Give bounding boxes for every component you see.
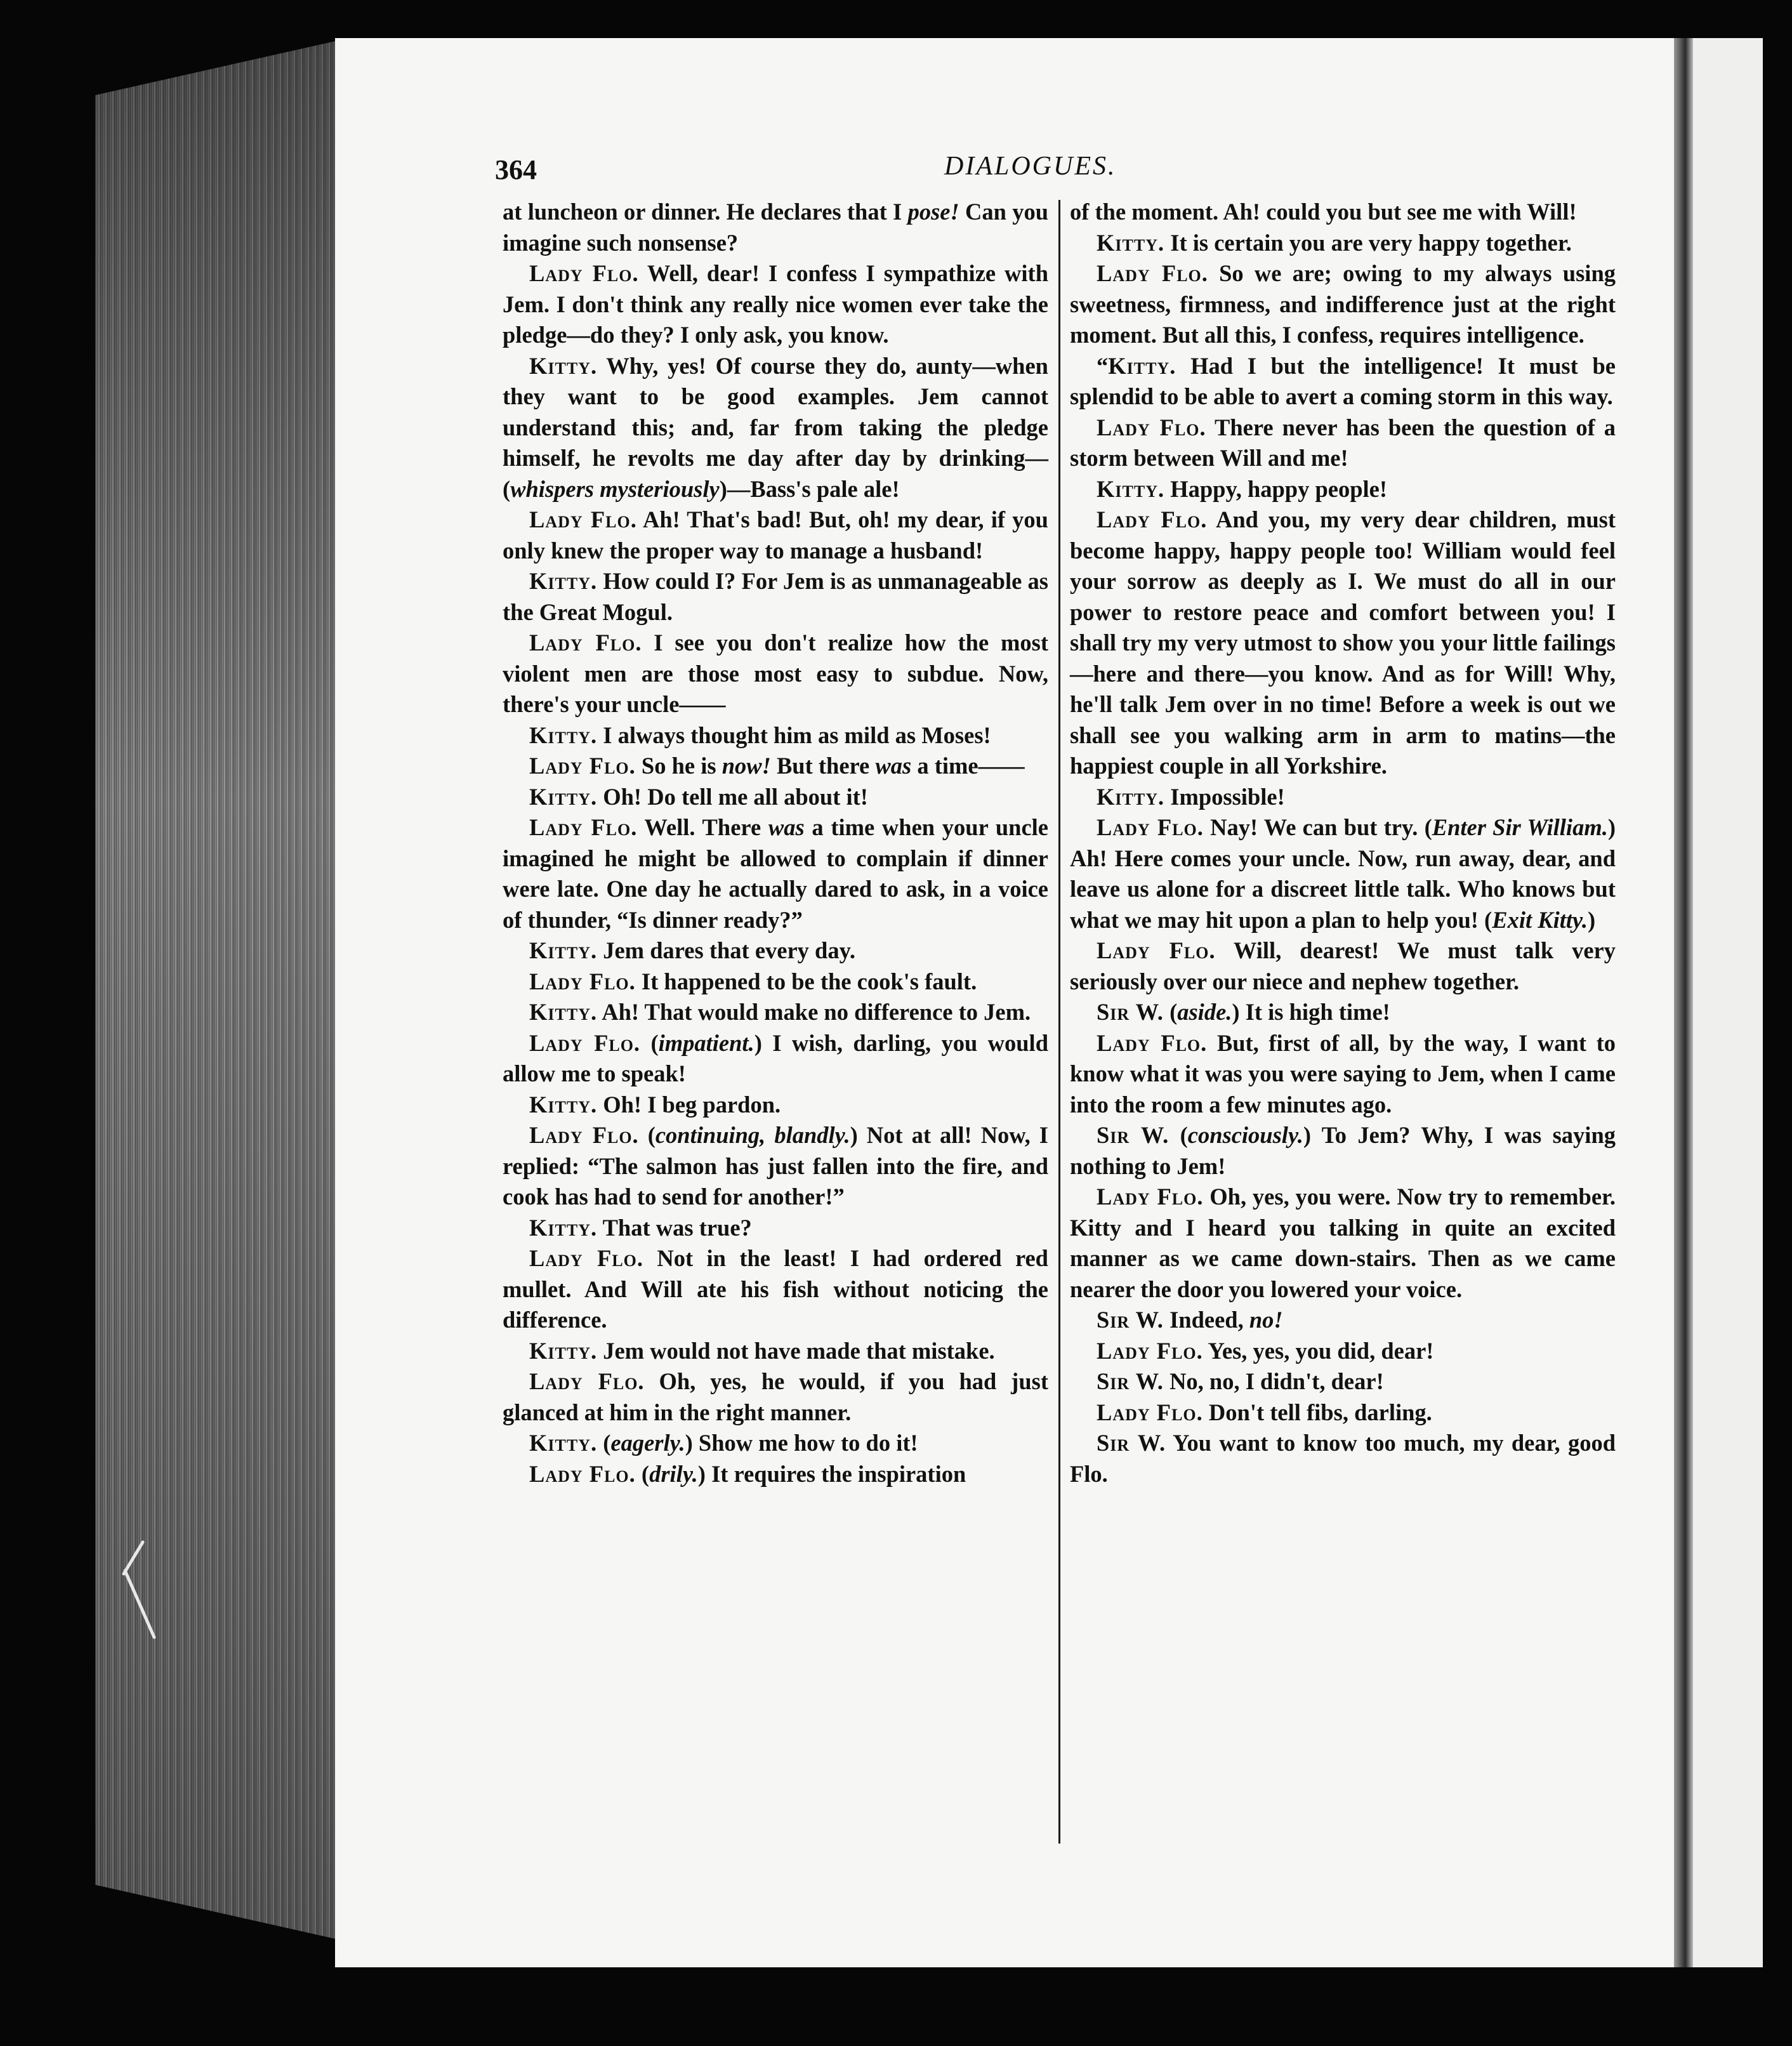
column-divider [1058,200,1060,1844]
dialogue-paragraph [503,505,1048,566]
dialogue-paragraph [1070,997,1616,1028]
dialogue-paragraph [503,1459,1048,1490]
dialogue-paragraph [503,782,1048,813]
dialogue-paragraph [503,1243,1048,1336]
speaker-name: Lady Flo. [529,814,638,840]
speaker-name: Kitty. [529,1091,598,1118]
paragraph-text: a time—— [911,753,1025,779]
italic-text: drily. [649,1460,698,1487]
speaker-name: Lady Flo. [1097,506,1208,532]
italic-text: continuing, blandly. [655,1122,850,1148]
dialogue-paragraph [503,258,1048,351]
dialogue-paragraph [1070,197,1616,228]
paragraph-text: Happy, happy people! [1164,475,1388,502]
paragraph-text: Don't tell fibs, darling. [1202,1399,1432,1425]
paragraph-text: ( [597,1430,611,1456]
paragraph-text: I see you don't realize how the most violent men are those most easy to subdue. Now, there's your uncle—— [503,630,1048,717]
dialogue-paragraph [1070,258,1616,351]
speaker-name: Kitty. [1108,352,1176,379]
speaker-name: Kitty. [529,999,598,1025]
dialogue-paragraph [503,566,1048,628]
page-number: 364 [495,154,537,185]
paragraph-text: Can you imagine such nonsense? [503,199,1048,256]
paragraph-text: Ah! That would make no difference to Jem. [597,999,1031,1025]
speaker-name: Lady Flo. [529,1460,636,1487]
paragraph-text: ( [640,1029,659,1056]
paragraph-text: ( [635,1460,650,1487]
dialogue-paragraph [1070,935,1616,997]
speaker-name: Kitty. [1097,783,1165,810]
italic-text: Exit Kitty. [1492,906,1588,933]
paragraph-text: a time when your uncle imagined he might be allowed to complain if dinner were late. One day he actually dared to ask, in a voice of thunder, “Is dinner ready?” [503,814,1048,933]
speaker-name: Kitty. [529,568,598,594]
book-page-edges [95,38,349,1942]
paragraph-text: But, first of all, by the way, I want to know what it was you were saying to Jem, when I came into the room a few minutes ago. [1070,1029,1616,1118]
dialogue-paragraph [503,967,1048,998]
dialogue-paragraph [1070,782,1616,813]
paragraph-text: It is certain you are very happy together. [1164,229,1572,256]
paragraph-text: Well, dear! I confess I sympathize with Jem. I don't think any really nice women ever take the pledge—do they? I only ask, you know. [503,260,1048,348]
speaker-name: Lady Flo. [529,968,636,994]
paragraph-text: So we are; owing to my always using sweetness, firmness, and indifference just at the right moment. But all this, I confess, requires intelligence. [1070,260,1616,348]
paragraph-text: ( [1163,999,1178,1025]
italic-text: aside. [1177,999,1232,1025]
paragraph-text: There never has been the question of a storm between Will and me! [1070,414,1616,471]
speaker-name: Lady Flo. [529,1368,645,1394]
italic-text: whispers mysteriously [510,475,720,502]
paragraph-text: of the moment. Ah! could you but see me with Will! [1070,199,1577,225]
paragraph-text: ) It is high time! [1232,999,1390,1025]
right-text-column [1070,197,1616,1489]
paragraph-text: ) I wish, darling, you would allow me to speak! [503,1029,1048,1086]
paragraph-text: Not in the least! I had ordered red mullet. And Will ate his fish without noticing the difference. [503,1245,1048,1333]
italic-text: now! [721,753,771,779]
margin-pencil-mark [117,1536,168,1644]
speaker-name: Kitty. [1097,475,1165,502]
dialogue-paragraph [1070,1182,1616,1305]
speaker-name: Kitty. [529,783,598,810]
book-gutter [1674,38,1693,1967]
paragraph-text: “ [1097,352,1109,379]
speaker-name: Kitty. [529,722,598,748]
speaker-name: Kitty. [1097,229,1165,256]
speaker-name: Kitty. [529,1214,598,1241]
dialogue-paragraph [1070,1428,1616,1489]
speaker-name: Lady Flo. [1097,814,1204,840]
paragraph-text: Will, dearest! We must talk very seriously over our niece and nephew together. [1070,937,1616,994]
speaker-name: Lady Flo. [529,630,642,656]
speaker-name: Lady Flo. [1097,260,1208,286]
paragraph-text: Oh! Do tell me all about it! [597,783,868,810]
dialogue-paragraph [503,997,1048,1028]
paragraph-text: Had I but the intelligence! It must be splendid to be able to avert a coming storm in this way. [1070,352,1616,409]
facing-page-edge [1693,38,1763,1967]
paragraph-text: ) To Jem? Why, I was saying nothing to Jem! [1070,1122,1616,1179]
dialogue-paragraph [1070,351,1616,412]
paragraph-text: Yes, yes, you did, dear! [1202,1337,1434,1364]
italic-text: no! [1249,1307,1283,1333]
speaker-name: Lady Flo. [1097,937,1216,963]
paragraph-text: Well. There [637,814,768,840]
speaker-name: Sir W. [1097,999,1164,1025]
paragraph-text: Jem dares that every day. [597,937,855,963]
paragraph-text: ( [1169,1122,1188,1148]
dialogue-paragraph [503,197,1048,258]
paragraph-text: ) Show me how to do it! [685,1430,918,1456]
paragraph-text: It happened to be the cook's fault. [635,968,977,994]
paragraph-text: Why, yes! Of course they do, aunty—when they want to be good examples. Jem cannot understand this; and, far from taking the pledge himself, he revolts me day after day by drinking—( [503,352,1048,502]
paragraph-text: So he is [635,753,722,779]
dialogue-paragraph [503,720,1048,751]
dialogue-paragraph [1070,812,1616,935]
paragraph-text: Impossible! [1164,783,1285,810]
paragraph-text: Oh! I beg pardon. [597,1091,781,1118]
paragraph-text: )—Bass's pale ale! [719,475,900,502]
dialogue-paragraph [503,751,1048,782]
paragraph-text: And you, my very dear children, must become happy, happy people too! William would feel your sorrow as deeply as I. We must do all in our power to restore peace and comfort between you! I shall try my very utmost to show you your little failings—here and there—you know. And as for Will! Why, he'll talk Jem over in no time! Before a week is out we shall see you walking arm in arm to matins—the happiest couple in all Yorkshire. [1070,506,1616,779]
speaker-name: Kitty. [529,352,598,379]
speaker-name: Lady Flo. [529,1122,639,1148]
speaker-name: Lady Flo. [529,753,636,779]
speaker-name: Kitty. [529,1430,598,1456]
italic-text: consciously. [1187,1122,1303,1148]
paragraph-text: ( [638,1122,656,1148]
speaker-name: Lady Flo. [529,1245,644,1271]
speaker-name: Sir W. [1097,1122,1169,1148]
paragraph-text: Oh, yes, he would, if you had just glanced at him in the right manner. [503,1368,1049,1425]
speaker-name: Lady Flo. [529,260,639,286]
italic-text: was [768,814,805,840]
speaker-name: Lady Flo. [1097,1399,1203,1425]
italic-text: was [875,753,912,779]
paragraph-text: ) Not at all! Now, I replied: “The salmon has just fallen into the fire, and cook has had to send for another!” [503,1122,1048,1210]
paragraph-text: Jem would not have made that mistake. [597,1337,995,1364]
dialogue-paragraph [503,1366,1048,1428]
dialogue-paragraph [1070,1366,1616,1397]
speaker-name: Lady Flo. [1097,1184,1204,1210]
dialogue-paragraph [503,1028,1048,1090]
dialogue-paragraph [1070,505,1616,782]
paragraph-text: Oh, yes, you were. Now try to remember. Kitty and I heard you talking in quite an excited manner as we came down-stairs. Then as we came nearer the door you lowered your voice. [1070,1184,1616,1302]
dialogue-paragraph [503,1120,1048,1213]
italic-text: eagerly. [610,1430,685,1456]
speaker-name: Sir W. [1097,1368,1164,1394]
dialogue-paragraph [503,812,1048,935]
dialogue-paragraph [1070,1336,1616,1367]
dialogue-paragraph [1070,1397,1616,1429]
left-text-column [503,197,1048,1489]
paragraph-text: You want to know too much, my dear, good Flo. [1070,1430,1616,1487]
dialogue-paragraph [1070,228,1616,259]
speaker-name: Lady Flo. [529,1029,641,1056]
speaker-name: Lady Flo. [529,506,637,532]
italic-text: Enter Sir William. [1432,814,1608,840]
paragraph-text: Ah! That's bad! But, oh! my dear, if you only knew the proper way to manage a husband! [503,506,1048,564]
paragraph-text: But there [770,753,876,779]
speaker-name: Kitty. [529,1337,598,1364]
paragraph-text: Nay! We can but try. ( [1203,814,1432,840]
speaker-name: Kitty. [529,937,598,963]
speaker-name: Lady Flo. [1097,1029,1208,1056]
dialogue-paragraph [503,1213,1048,1244]
dialogue-paragraph [1070,1120,1616,1182]
italic-text: impatient. [658,1029,754,1056]
paragraph-text: That was true? [597,1214,752,1241]
paragraph-text: at luncheon or dinner. He declares that I [503,199,908,225]
speaker-name: Sir W. [1097,1307,1164,1333]
dialogue-paragraph [503,628,1048,720]
book-page [335,38,1674,1967]
paragraph-text: How could I? For Jem is as unmanageable as the Great Mogul. [503,568,1048,625]
italic-text: pose! [907,199,959,225]
speaker-name: Lady Flo. [1097,1337,1203,1364]
dialogue-paragraph [503,1090,1048,1121]
paragraph-text: ) [1587,906,1596,933]
dialogue-paragraph [503,935,1048,967]
paragraph-text: ) Ah! Here comes your uncle. Now, run away, dear, and leave us alone for a discreet little talk. Who knows but what we may hit upon a plan to help you! ( [1070,814,1616,933]
dialogue-paragraph [503,1428,1048,1459]
dialogue-paragraph [1070,1305,1616,1336]
paragraph-text: ) It requires the inspiration [697,1460,966,1487]
speaker-name: Lady Flo. [1097,414,1206,440]
dialogue-paragraph [1070,474,1616,505]
dialogue-paragraph [503,351,1048,505]
paragraph-text: No, no, I didn't, dear! [1163,1368,1384,1394]
paragraph-text: I always thought him as mild as Moses! [597,722,991,748]
dialogue-paragraph [1070,412,1616,474]
running-title: DIALOGUES. [944,152,1117,181]
dialogue-paragraph [1070,1028,1616,1121]
speaker-name: Sir W. [1097,1430,1166,1456]
dialogue-paragraph [503,1336,1048,1367]
paragraph-text: Indeed, [1163,1307,1249,1333]
